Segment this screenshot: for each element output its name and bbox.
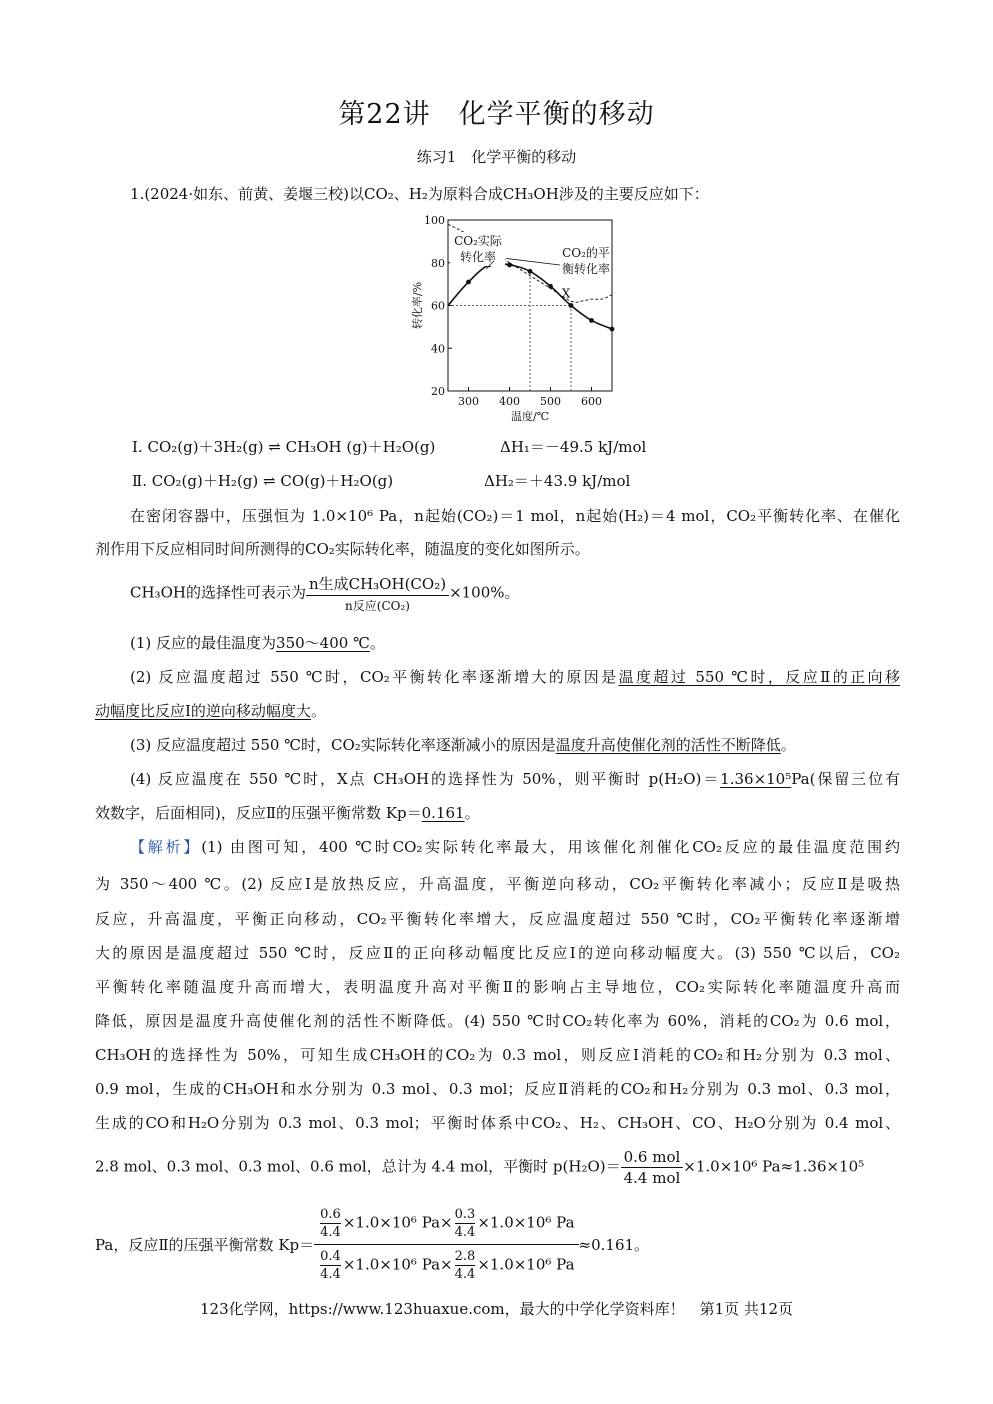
kp-fraction [314, 1206, 578, 1283]
kp-den-a-top: 0.4 [320, 1249, 341, 1264]
kp-expression [95, 1206, 900, 1283]
conversion-chart [400, 210, 630, 428]
sub-question-3-end: 。 [780, 736, 796, 754]
sub-question-2-label: (2) [130, 668, 152, 686]
kp-num-b-top: 0.3 [454, 1207, 476, 1222]
reaction-2-equation: CO₂(g)＋H₂(g) ⇌ CO(g)＋H₂O(g) [151, 472, 394, 490]
analysis-line-6: 降低，原因是温度升高使催化剂的活性不断降低。(4) 550 ℃时CO₂转化率为 60%，消耗的CO₂为 0.6 mol， [95, 1012, 900, 1030]
selectivity-fraction [306, 573, 449, 614]
y-tick-label-100: 100 [424, 214, 445, 227]
reaction-1-label: Ⅰ. [132, 438, 143, 456]
analysis-line-10-prefix: 2.8 mol、0.3 mol、0.3 mol、0.6 mol，总计为 4.4 mol，平衡时 p(H₂O)＝ [95, 1157, 621, 1176]
y-tick-label-80: 80 [431, 256, 445, 270]
section-title: 练习1 化学平衡的移动 [416, 148, 577, 166]
sub-question-4-answer-b: 0.161 [421, 804, 465, 822]
kp-prefix: Pa，反应Ⅱ的压强平衡常数 Kp＝ [95, 1236, 315, 1254]
p-h2o-numerator: 0.6 mol [621, 1148, 684, 1168]
equilibrium-label-line-0: CO₂的平 [562, 246, 610, 260]
sub-question-4-mid: Pa(保留三位有 [791, 770, 901, 788]
kp-den-a-bottom: 4.4 [320, 1267, 341, 1282]
selectivity-suffix: ×100%。 [449, 583, 520, 602]
kp-den-mul-end: ×1.0×10⁶ Pa [477, 1255, 575, 1274]
analysis-line-5: 平衡转化率随温度升高而增大，表明温度升高对平衡Ⅱ的影响占主导地位，CO₂实际转化率随温度升高而 [95, 978, 900, 996]
analysis-line-7: CH₃OH的选择性为 50%，可知生成CH₃OH的CO₂为 0.3 mol，则反应Ⅰ消耗的CO₂和H₂分别为 0.3 mol、 [95, 1046, 900, 1064]
x-axis-label: 温度/℃ [510, 410, 550, 423]
y-tick-label-40: 40 [431, 342, 445, 356]
analysis-line-10 [95, 1148, 900, 1187]
reaction-2-label: Ⅱ. [132, 472, 147, 490]
actual-label-line-1: 转化率 [459, 250, 497, 264]
page-title: 第22讲 化学平衡的移动 [338, 99, 655, 130]
p-h2o-fraction [621, 1148, 684, 1187]
kp-num-mul-end: ×1.0×10⁶ Pa [477, 1213, 575, 1232]
y-axis-label: 转化率/% [411, 281, 424, 330]
actual-conversion-point-550 [569, 303, 574, 308]
kp-num-b-bottom: 4.4 [454, 1225, 476, 1240]
reaction-1-enthalpy: ΔH₁＝－49.5 kJ/mol [500, 438, 647, 456]
sub-question-2-answer-b: 动幅度比反应Ⅰ的逆向移动幅度大 [95, 702, 311, 720]
sub-question-4-label: (4) [130, 770, 152, 788]
analysis-line-9: 生成的CO和H₂O分别为 0.3 mol、0.3 mol；平衡时体系中CO₂、H₂、CH₃OH、CO、H₂O分别为 0.4 mol、 [95, 1114, 900, 1132]
actual-conversion-point-600 [589, 318, 594, 323]
sub-question-2-cont [95, 700, 900, 721]
kp-num-a-top: 0.6 [320, 1207, 341, 1222]
sub-question-2-text: 反应温度超过 550 ℃时，CO₂平衡转化率逐渐增大的原因是 [158, 668, 619, 686]
sub-question-3-answer: 温度升高使催化剂的活性不断降低 [555, 736, 781, 754]
reaction-1-equation: CO₂(g)＋3H₂(g) ⇌ CH₃OH (g)＋H₂O(g) [147, 438, 436, 456]
sub-question-2-answer-a: 温度超过 550 ℃时，反应Ⅱ的正向移 [618, 668, 900, 686]
sub-question-1-text: 反应的最佳温度为 [156, 634, 277, 652]
analysis-line-8: 0.9 mol，生成的CH₃OH和水分别为 0.3 mol、0.3 mol；反应Ⅱ消耗的CO₂和H₂分别为 0.3 mol、0.3 mol， [95, 1080, 900, 1098]
point-x-label: X [561, 286, 571, 301]
analysis-line-2: 为 350～400 ℃。(2) 反应Ⅰ是放热反应，升高温度，平衡逆向移动，CO₂平衡转化率减小；反应Ⅱ是吸热 [95, 875, 900, 893]
actual-label-line-0: CO₂实际 [454, 234, 502, 248]
y-tick-label-60: 60 [431, 299, 445, 313]
sub-question-1-answer: 350～400 ℃ [276, 634, 370, 652]
x-tick-label-300: 300 [458, 395, 479, 408]
sub-question-4 [130, 768, 900, 789]
reaction-2 [132, 470, 937, 491]
kp-den-b-bottom: 4.4 [454, 1267, 476, 1282]
reaction-2-enthalpy: ΔH₂＝＋43.9 kJ/mol [484, 472, 631, 490]
actual-conversion-point-650 [610, 327, 615, 332]
sub-question-1-label: (1) [130, 634, 152, 652]
conditions-line-2: 剂作用下反应相同时间所测得的CO₂实际转化率，随温度的变化如图所示。 [95, 540, 590, 558]
analysis-text-1: (1) 由图可知，400 ℃时CO₂实际转化率最大，用该催化剂催化CO₂反应的最佳温度范围约 [201, 838, 900, 856]
analysis-line-3: 反应，升高温度，平衡正向移动，CO₂平衡转化率增大，反应温度超过 550 ℃时，CO₂平衡转化率逐渐增 [95, 910, 900, 928]
equilibrium-label-line-1: 衡转化率 [561, 262, 611, 276]
sub-question-1 [130, 632, 935, 653]
x-tick-label-400: 400 [499, 395, 520, 408]
sub-question-3 [130, 734, 935, 755]
question-source: (2024·如东、前黄、姜堰三校) [144, 185, 349, 203]
analysis-line-10-suffix: ×1.0×10⁶ Pa≈1.36×10⁵ [683, 1157, 865, 1176]
analysis-line-4: 大的原因是温度超过 550 ℃时，反应Ⅱ的正向移动幅度比反应Ⅰ的逆向移动幅度大。(3) 550 ℃以后，CO₂ [95, 944, 900, 962]
kp-num-frac-a [320, 1206, 341, 1241]
selectivity-prefix: CH₃OH的选择性可表示为 [130, 583, 306, 602]
sub-question-4-text: 反应温度在 550 ℃时，X点 CH₃OH的选择性为 50%，则平衡时 p(H₂O)＝ [157, 770, 721, 788]
equilibrium-label-pointer [506, 258, 560, 265]
sub-question-3-label: (3) [130, 736, 152, 754]
x-tick-label-600: 600 [581, 395, 602, 408]
sub-question-1-end: 。 [369, 634, 385, 652]
kp-num-mul: ×1.0×10⁶ Pa× [342, 1213, 453, 1232]
sub-question-2 [130, 666, 900, 687]
question-stem [130, 183, 935, 204]
kp-den-frac-a [320, 1248, 341, 1283]
kp-den-b-top: 2.8 [454, 1249, 476, 1264]
question-text: 以CO₂、H₂为原料合成CH₃OH涉及的主要反应如下： [348, 185, 709, 203]
p-h2o-denominator: 4.4 mol [623, 1169, 681, 1187]
selectivity-definition [130, 573, 935, 614]
sub-question-3-text: 反应温度超过 550 ℃时，CO₂实际转化率逐渐减小的原因是 [156, 736, 556, 754]
kp-denominator [314, 1245, 578, 1283]
x-tick-label-500: 500 [540, 395, 561, 408]
actual-conversion-point-450 [528, 269, 533, 274]
sub-question-2-end: 。 [310, 702, 326, 720]
question-number: 1. [130, 185, 145, 203]
kp-den-mul: ×1.0×10⁶ Pa× [342, 1255, 453, 1274]
sub-question-4-end: 。 [464, 804, 480, 822]
analysis-line-1 [130, 836, 900, 857]
sub-question-4-answer-a: 1.36×10⁵ [720, 770, 792, 788]
analysis-tag: 【解析】 [130, 838, 202, 856]
selectivity-denominator: n反应(CO₂) [345, 599, 410, 613]
kp-den-frac-b [455, 1248, 476, 1283]
y-tick-label-20: 20 [431, 385, 445, 398]
actual-conversion-point-300 [466, 280, 471, 285]
kp-num-a-bottom: 4.4 [320, 1225, 341, 1240]
page-footer: 123化学网，https://www.123huaxue.com，最大的中学化学资料库！ 第1页 共12页 [199, 1300, 794, 1318]
selectivity-numerator: n生成CH₃OH(CO₂) [306, 573, 449, 596]
conditions-line-1: 在密闭容器中，压强恒为 1.0×10⁶ Pa，n起始(CO₂)＝1 mol，n起始(H₂)＝4 mol，CO₂平衡转化率、在催化 [130, 507, 900, 525]
kp-result: ≈0.161。 [578, 1236, 650, 1254]
sub-question-4-line2: 效数字，后面相同)，反应Ⅱ的压强平衡常数 Kp＝ [95, 804, 422, 822]
reaction-1 [132, 436, 937, 457]
sub-question-4-cont [95, 802, 900, 823]
kp-numerator [314, 1206, 578, 1245]
kp-num-frac-b [455, 1206, 476, 1241]
